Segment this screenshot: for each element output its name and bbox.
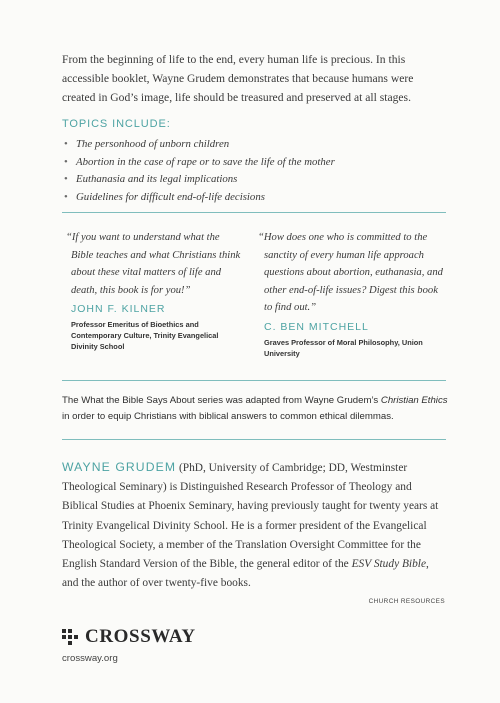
list-item	[62, 189, 442, 207]
divider	[62, 212, 446, 213]
intro-paragraph: From the beginning of life to the end, every human life is precious. In this accessible booklet, Wayne Grudem demonstrates that because humans were created in God’s image, life should be treasured and preserved at all stages.	[62, 53, 414, 104]
bullet-icon: •	[64, 190, 68, 203]
list-item	[62, 171, 442, 189]
series-text: in order to equip Christians with biblical answers to common ethical dilemmas.	[62, 411, 394, 422]
endorser-title: Graves Professor of Moral Philosophy, Union University	[264, 337, 423, 358]
publisher-name: CROSSWAY	[85, 626, 196, 647]
endorsement-kilner	[66, 229, 242, 352]
series-note	[62, 393, 452, 425]
list-item	[62, 136, 442, 154]
topic-text: Abortion in the case of rape or to save the life of the mother	[76, 155, 335, 168]
category-label: CHURCH RESOURCES	[368, 598, 445, 605]
topics-list	[62, 136, 442, 206]
endorser-title: Professor Emeritus of Bioethics and Contemporary Culture, Trinity Evangelical Divinity School	[71, 320, 219, 351]
endorsement-quote: “How does one who is committed to the sanctity of every human life approach questions about abortion, euthanasia, and other end-of-life issues? Digest this book to find out.”	[258, 232, 443, 313]
author-bio	[62, 458, 446, 593]
endorsement-quote: “If you want to understand what the Bible teaches and what Christians think about these vital matters of life and death, this book is for you!”	[66, 232, 241, 296]
topic-text: The personhood of unborn children	[76, 138, 230, 150]
author-name: WAYNE GRUDEM	[62, 460, 177, 474]
endorser-name: JOHN F. KILNER	[71, 303, 166, 315]
endorser-name: C. BEN MITCHELL	[264, 320, 369, 333]
bullet-icon: •	[64, 138, 68, 150]
crossway-logo-icon	[62, 629, 80, 647]
publisher-url[interactable]: crossway.org	[62, 653, 118, 664]
list-item	[62, 154, 442, 172]
bullet-icon: •	[64, 173, 68, 185]
author-bio-text: , and the author of over twenty-five books.	[62, 558, 429, 590]
endorsement-mitchell	[258, 229, 446, 359]
divider	[62, 439, 446, 440]
topic-text: Guidelines for difficult end-of-life decisions	[76, 190, 265, 203]
bullet-icon: •	[64, 155, 68, 168]
author-bio-book-title: ESV Study Bible	[351, 558, 427, 571]
author-bio-text: (PhD, University of Cambridge; DD, Westminster Theological Seminary) is Distinguished Research Professor of Theology and Biblical Studies at Phoenix Seminary, having previously taught for twenty years at Trinity Evangelical Divinity School. He is a former president of the Evangelical Theological Society, a member of the Translation Oversight Committee for the English Standard Version of the Bible, the general editor of the	[62, 462, 439, 571]
divider	[62, 380, 446, 381]
topics-heading: TOPICS INCLUDE:	[62, 118, 171, 130]
series-text: The What the Bible Says About series was adapted from Wayne Grudem’s	[62, 395, 381, 406]
topic-text: Euthanasia and its legal implications	[76, 173, 238, 185]
series-book-title: Christian Ethics	[380, 395, 448, 406]
